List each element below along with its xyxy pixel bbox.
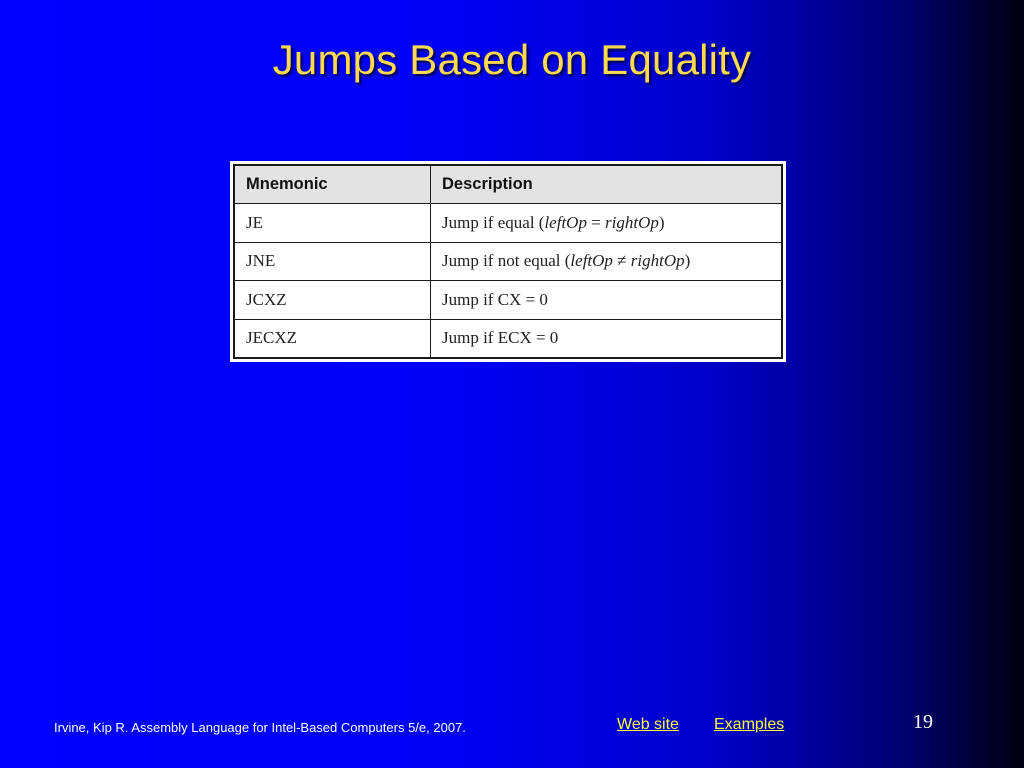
operator: ≠ [612, 251, 631, 271]
page-number: 19 [913, 711, 933, 733]
cell-mnemonic: JNE [234, 242, 431, 280]
examples-link[interactable]: Examples [714, 716, 785, 733]
desc-prefix: Jump if equal ( [442, 213, 545, 233]
cell-mnemonic: JECXZ [234, 319, 431, 358]
table-row [234, 281, 782, 319]
cell-mnemonic: JCXZ [234, 281, 431, 319]
jump-table-frame [230, 161, 786, 362]
cell-description: Jump if CX = 0 [431, 281, 783, 319]
left-operand: leftOp [570, 251, 613, 271]
footer-citation: Irvine, Kip R. Assembly Language for Intel-Based Computers 5/e, 2007. [54, 720, 466, 735]
cell-description [431, 204, 783, 242]
jump-table [233, 164, 783, 359]
left-operand: leftOp [544, 213, 587, 233]
right-operand: rightOp [605, 213, 659, 233]
desc-prefix: Jump if not equal ( [442, 251, 571, 271]
web-site-link[interactable]: Web site [617, 716, 679, 733]
slide-title: Jumps Based on Equality [272, 36, 752, 83]
right-operand: rightOp [630, 251, 685, 271]
cell-description: Jump if ECX = 0 [431, 319, 783, 358]
table-header-row [234, 165, 782, 204]
desc-suffix: ) [684, 251, 691, 271]
desc-suffix: ) [658, 213, 665, 233]
header-description: Description [431, 165, 783, 204]
operator: = [586, 213, 606, 233]
header-mnemonic: Mnemonic [234, 165, 431, 204]
table-row [234, 204, 782, 242]
table-row [234, 242, 782, 280]
cell-description [431, 242, 783, 280]
cell-mnemonic: JE [234, 204, 431, 242]
table-row [234, 319, 782, 358]
